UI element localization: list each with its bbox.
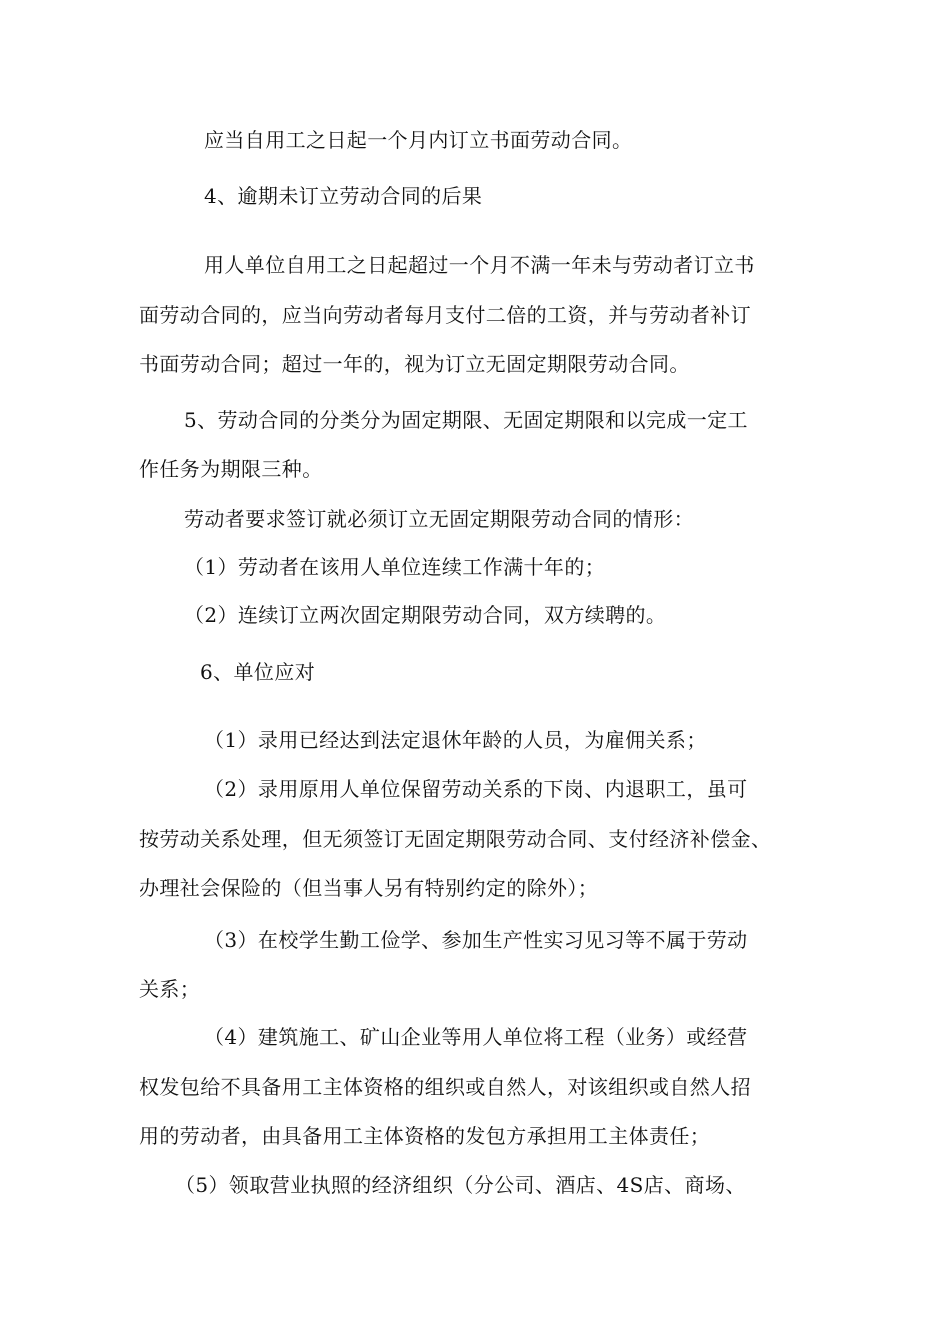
- text-line: 劳动者要求签订就必须订立无固定期限劳动合同的情形：: [184, 507, 694, 531]
- text-line: 用人单位自用工之日起超过一个月不满一年未与劳动者订立书: [204, 253, 755, 277]
- list-item: （1）劳动者在该用人单位连续工作满十年的；: [184, 555, 606, 579]
- list-item: （4）建筑施工、矿山企业等用人单位将工程（业务）或经营: [204, 1025, 748, 1049]
- list-item: （3）在校学生勤工俭学、参加生产性实习见习等不属于劳动: [204, 928, 748, 952]
- section-heading: 4、逾期未订立劳动合同的后果: [204, 184, 483, 208]
- text-line: 办理社会保险的（但当事人另有特别约定的除外）；: [139, 876, 599, 900]
- list-item: （2）连续订立两次固定期限劳动合同，双方续聘的。: [184, 603, 667, 627]
- text-line: 书面劳动合同；超过一年的，视为订立无固定期限劳动合同。: [139, 352, 690, 376]
- text-line: 关系；: [139, 977, 201, 1001]
- text-line: 应当自用工之日起一个月内订立书面劳动合同。: [204, 128, 633, 152]
- text-line: 用的劳动者，由具备用工主体资格的发包方承担用工主体责任；: [139, 1124, 711, 1148]
- text-line: 按劳动关系处理，但无须签订无固定期限劳动合同、支付经济补偿金、: [139, 827, 772, 851]
- text-line: 作任务为期限三种。: [139, 457, 323, 481]
- list-item: （1）录用已经达到法定退休年龄的人员，为雇佣关系；: [204, 728, 707, 752]
- text-line: 面劳动合同的，应当向劳动者每月支付二倍的工资，并与劳动者补订: [139, 303, 751, 327]
- section-heading: 6、单位应对: [200, 660, 316, 684]
- text-line: 权发包给不具备用工主体资格的组织或自然人，对该组织或自然人招: [139, 1075, 751, 1099]
- text-line: 5、劳动合同的分类分为固定期限、无固定期限和以完成一定工: [184, 408, 748, 432]
- list-item: （2）录用原用人单位保留劳动关系的下岗、内退职工，虽可: [204, 777, 748, 801]
- list-item: （5）领取营业执照的经济组织（分公司、酒店、4S店、商场、: [175, 1173, 746, 1197]
